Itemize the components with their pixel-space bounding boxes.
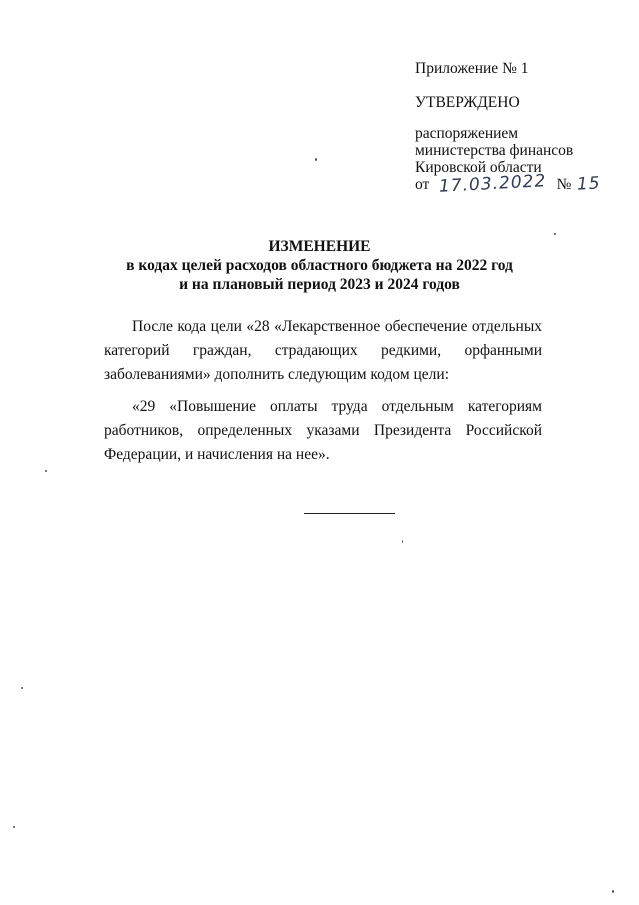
scan-speck bbox=[402, 540, 403, 543]
document-title bbox=[0, 237, 639, 294]
number-prefix: № bbox=[556, 176, 572, 193]
appendix-number: Приложение № 1 bbox=[415, 60, 529, 77]
document-body bbox=[104, 315, 542, 475]
scan-speck bbox=[554, 233, 556, 235]
title-heading: ИЗМЕНЕНИЕ bbox=[268, 238, 371, 255]
approved-label: УТВЕРЖДЕНО bbox=[415, 94, 520, 111]
title-line-3: и на плановый период 2023 и 2024 годов bbox=[179, 276, 460, 293]
scan-speck bbox=[315, 158, 317, 161]
body-paragraph-2: «29 «Повышение оплаты труда отдельным категориям работников, определенных указами Президента Российской Федерации, и начисления на нее». bbox=[104, 398, 542, 463]
scan-speck bbox=[45, 470, 47, 472]
title-line-2: в кодах целей расходов областного бюджета на 2022 год bbox=[126, 257, 513, 274]
date-prefix: от bbox=[415, 176, 430, 193]
body-paragraph-1: После кода цели «28 «Лекарственное обеспечение отдельных категорий граждан, страдающих редкими, орфанными заболеваниями» дополнить следующим кодом цели: bbox=[104, 318, 542, 383]
scan-speck bbox=[21, 687, 23, 689]
approval-by-line-1: распоряжением bbox=[415, 125, 519, 142]
approval-by-line-2: министерства финансов bbox=[415, 142, 574, 159]
approval-stamp-block bbox=[415, 60, 630, 197]
handwritten-date: 17.03.2022 bbox=[438, 171, 548, 197]
approval-date-line bbox=[415, 171, 630, 197]
scan-speck bbox=[13, 826, 15, 828]
handwritten-number: 15 bbox=[576, 173, 602, 195]
approval-by-line-3: Кировской области bbox=[415, 159, 542, 176]
closing-rule bbox=[304, 513, 395, 514]
scan-speck bbox=[612, 890, 614, 893]
